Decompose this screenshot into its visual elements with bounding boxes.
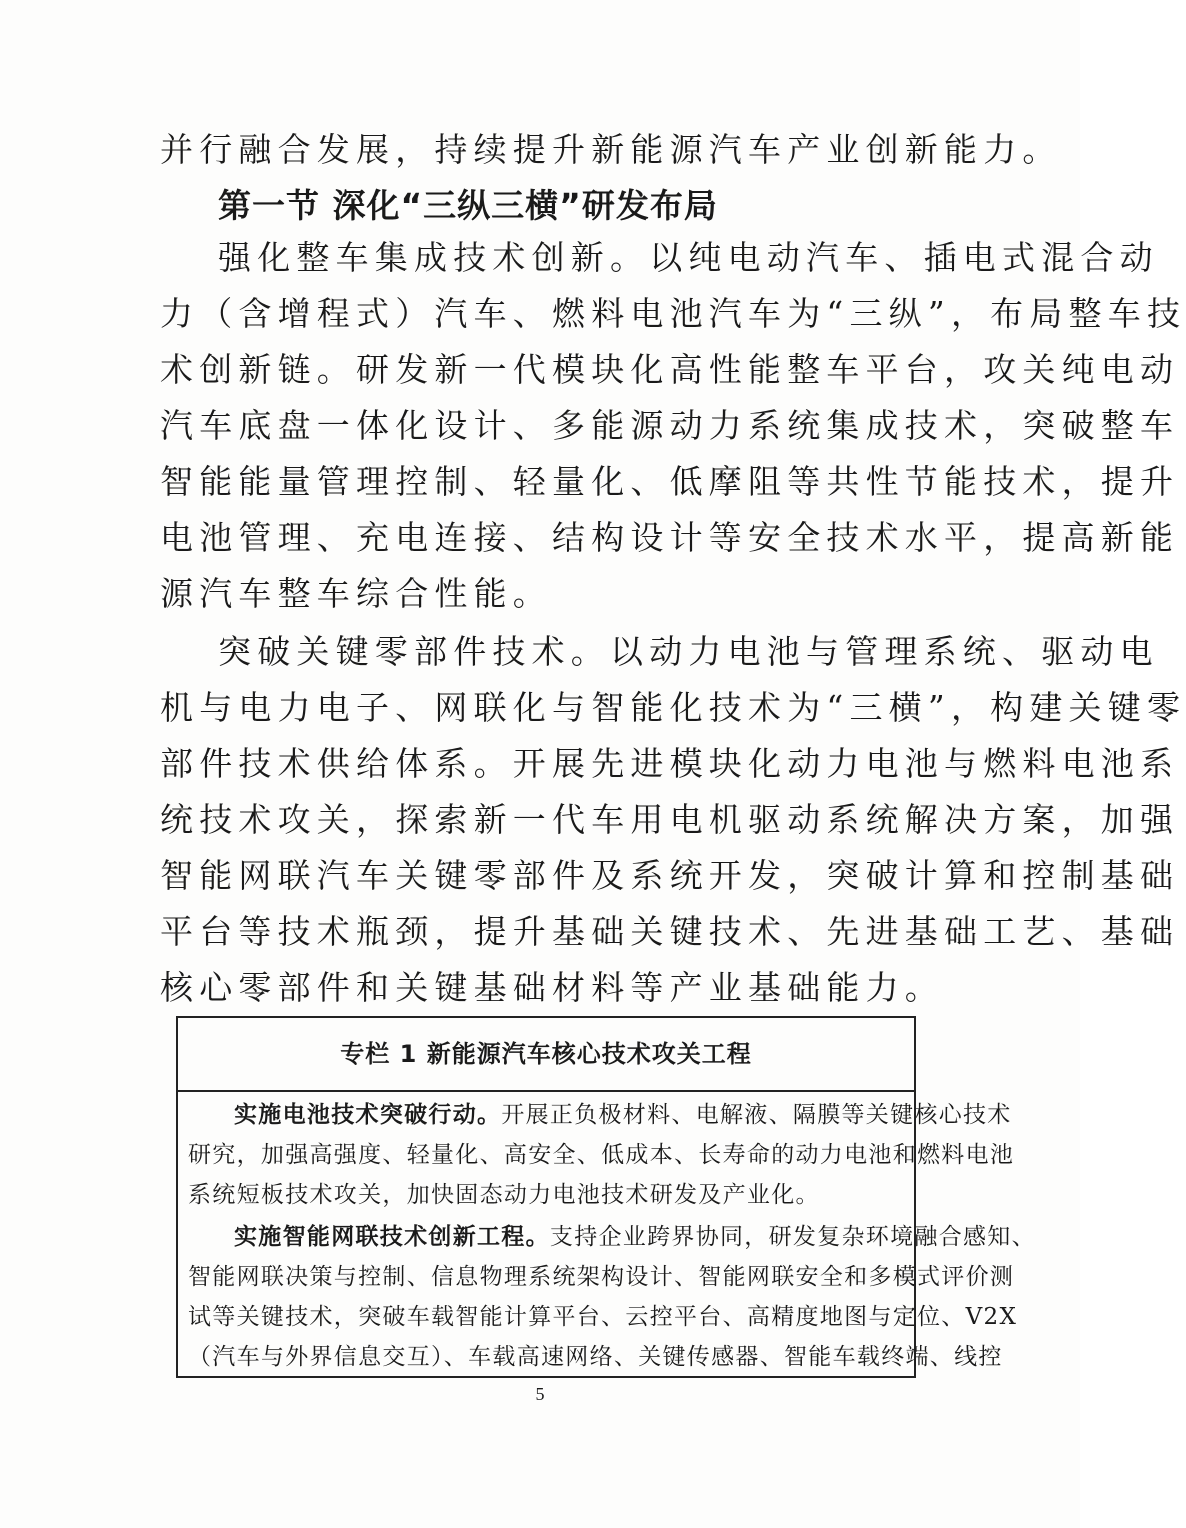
text-line-continuation: 并行融合发展，持续提升新能源汽车产业创新能力。 [160,130,1062,169]
box-item1-first-line [234,1100,1012,1130]
paragraph1-line: 电池管理、充电连接、结构设计等安全技术水平，提高新能 [160,518,1180,557]
paragraph2-line: 突破关键零部件技术。以动力电池与管理系统、驱动电 [218,632,1159,671]
paragraph2-line: 统技术攻关，探索新一代车用电机驱动系统解决方案，加强 [160,800,1180,839]
sidebar-box [176,1016,1036,1378]
paragraph1-line: 源汽车整车综合性能。 [160,574,552,613]
box-item1-lead: 实施电池技术突破行动。 [234,1102,502,1128]
paragraph1-line: 智能能量管理控制、轻量化、低摩阻等共性节能技术，提升 [160,462,1180,501]
paragraph2-line: 平台等技术瓶颈，提升基础关键技术、先进基础工艺、基础 [160,912,1180,951]
box-item1-line: 系统短板技术攻关，加快固态动力电池技术研发及产业化。 [188,1182,820,1208]
paragraph2-line: 核心零部件和关键基础材料等产业基础能力。 [160,968,944,1007]
paragraph2-line: 机与电力电子、网联化与智能化技术为“三横”，构建关键零 [160,688,1186,727]
paragraph1-line: 强化整车集成技术创新。以纯电动汽车、插电式混合动 [218,238,1159,277]
box-item2-first-line [234,1222,1036,1252]
paragraph1-line: 汽车底盘一体化设计、多能源动力系统集成技术，突破整车 [160,406,1180,445]
paragraph2-line: 部件技术供给体系。开展先进模块化动力电池与燃料电池系 [160,744,1180,783]
box-item2-line: 智能网联决策与控制、信息物理系统架构设计、智能网联安全和多模式评价测 [188,1264,1015,1290]
section-heading: 第一节 深化“三纵三横”研发布局 [218,186,718,225]
paragraph1-line: 力（含增程式）汽车、燃料电池汽车为“三纵”，布局整车技 [160,294,1186,333]
paragraph1-line: 术创新链。研发新一代模块化高性能整车平台，攻关纯电动 [160,350,1180,389]
box-item2-lead: 实施智能网联技术创新工程。 [234,1224,550,1250]
page-number: 5 [535,1384,545,1404]
box-item2-rest: 支持企业跨界协同，研发复杂环境融合感知、 [549,1224,1036,1250]
box-item1-line: 研究，加强高强度、轻量化、高安全、低成本、长寿命的动力电池和燃料电池 [188,1142,1015,1168]
paragraph2-line: 智能网联汽车关键零部件及系统开发，突破计算和控制基础 [160,856,1180,895]
box-item1-rest: 开展正负极材料、电解液、隔膜等关键核心技术 [501,1102,1012,1128]
box-title: 专栏 1 新能源汽车核心技术攻关工程 [178,1018,914,1092]
box-item2-line: （汽车与外界信息交互）、车载高速网络、关键传感器、智能车载终端、线控 [188,1344,1003,1370]
box-item2-line: 试等关键技术，突破车载智能计算平台、云控平台、高精度地图与定位、V2X [188,1304,1018,1330]
